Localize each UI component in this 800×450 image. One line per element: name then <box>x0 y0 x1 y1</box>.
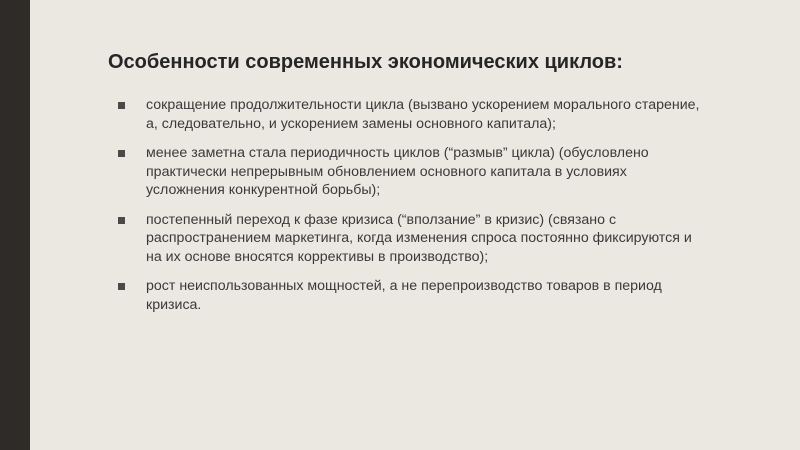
square-bullet-icon <box>118 102 125 109</box>
bullet-item <box>108 211 708 267</box>
bullet-text: рост неиспользованных мощностей, а не перепроизводство товаров в период кризиса. <box>146 278 662 313</box>
left-accent-bar <box>0 0 30 450</box>
bullet-text: менее заметна стала периодичность циклов (“размыв” цикла) (обусловлено практически непрерывным обновлением основного капитала в условиях усложнения конкурентной борьбы); <box>146 145 649 198</box>
bullet-text: постепенный переход к фазе кризиса (“вползание” в кризис) (связано с распространением маркетинга, когда изменения спроса постоянно фиксируются и на их основе вносятся коррективы в производство); <box>146 211 692 265</box>
bullet-item <box>108 144 708 200</box>
square-bullet-icon <box>118 150 125 157</box>
slide-title: Особенности современных экономических циклов: <box>108 51 623 73</box>
bullet-item <box>108 96 708 133</box>
bullet-text: сокращение продолжительности цикла (вызвано ускорением морального старение, а, следовательно, и ускорением замены основного капитала); <box>146 97 700 132</box>
bullet-list <box>108 96 708 325</box>
bullet-item <box>108 277 708 314</box>
square-bullet-icon <box>118 283 125 290</box>
square-bullet-icon <box>118 217 125 224</box>
